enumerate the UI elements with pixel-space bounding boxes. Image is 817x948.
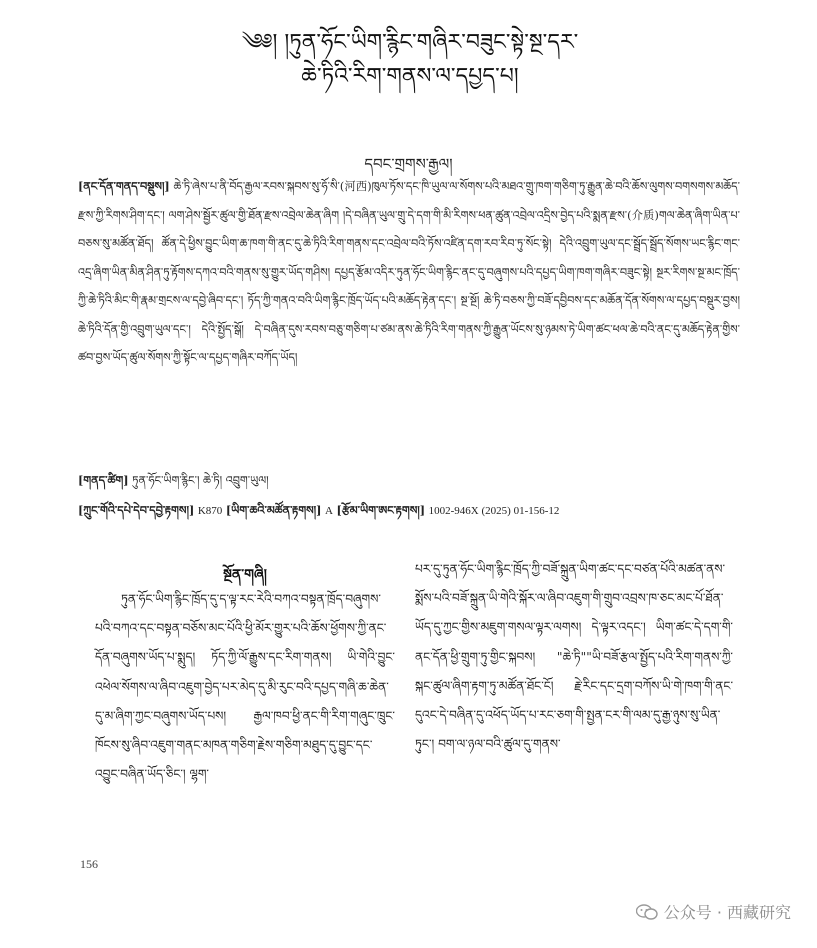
body-column-right (415, 555, 733, 759)
abstract-label: [ནང་དོན་གནད་བསྡུས།] (78, 179, 170, 193)
body-text-right: པར་དུ་ཏུན་ཧོང་ཡིག་རྙིང་ཁྲོད་ཀྱི་བཟོ་སྐྲུན་ཡིག་ཚང་དང་བཙན་པོའི་མཚན་ནས་སྨོས་པའི་བཟོ་སྐྲུན་ཡི་གེའི་སྐོར་ལ་ཞིབ་འཇུག་གི་གྲུབ་འབྲས་ཁ་ཅང་མང་པོ་ཐོན་ཡོད་དུ་ཀྱང་གྱིས་མཇུག་གསལ་ལྟར་ལགས། དེ་ལྟར་འདང་། ཡིག་ཚང་དེ་དག་གི་ནང་དོན་ཕྱི་གྲུག་ཏུ་གྱིང་སྐབས། "ཆེ་ཏི""ཡི་བཟོ་རྩལ་སྤྱོད་པའི་རིག་གནས་ཀྱི་སྐང་ཚུལ་ཞིག་རྟག་ཏུ་མཚོན་ཐོང་ངོ། རྗེ་རིང་དང་དྲག་བཀོས་ཡི་གེ་ཁག་གི་ནང་དུའང་དེ་བཞིན་དུ་འཕོད་ཡོད་པ་རང་ཅག་གི་སྤྱན་ངར་གི་ལམ་དུ་རྒྱ་ཉུས་སུ་ཡིན་ཏུང་། བག་ལ་ཉལ་བའི་ཚུལ་དུ་གནས་ (415, 562, 733, 752)
article-number: 1002-946X (2025) 01-156-12 (428, 505, 560, 517)
document-code-label: [ཡིག་ཆའི་མཚོན་རྟགས།] (225, 503, 322, 517)
wechat-icon (636, 904, 658, 920)
article-title-line-2: ཆེ་ཏིའི་རིག་གནས་ལ་དཔྱད་པ། (301, 64, 519, 89)
abstract-text: ཆེ་ཏི་ཞེས་པ་ནི་བོད་རྒྱལ་རབས་སྐབས་སུ་ཧོ་སི་(河西)ཁུལ་ཏོས་དང་ཁི་ཡུལ་ལ་སོགས་པའི་མཐའ་གྲུ་ཁག་གཅིག་ཏུ་རྒྱུན་ཆེ་བའི་ཆོས་ལུགས་བགསགས་མཆོད་རྫས་ཀྱི་རིགས་ཤིག་དང་། ལག་ཤེས་སྦྱོར་ཚུལ་གྱི་ཐོན་རྫས་འབྲེལ་ཆེན་ཞིག །དེ་བཞིན་ཡུལ་གྲུ་དེ་དག་གི་མི་རིགས་ཕན་ཚུན་འབྲེལ་འདྲིས་བྱེད་པའི་སྨན་རྫས་(介质)གལ་ཆེན་ཞིག་ཡིན་པ་བཅས་སུ་མཚོན་ཐོད། ཚོན་དེ་ཕྱིས་བྱུང་ཡིག་ཆ་ཁག་གི་ནང་དུ་ཆེ་ཏིའི་རིག་གནས་དང་འབྲེལ་བའི་ཏོས་འཛིན་དག་རབ་རིབ་ཏུ་སོང་སྟེ། དེའི་འབྲུག་ཡུལ་དང་སྦྲོད་སྦྲོད་སོགས་ཡང་རྙིང་གང་འདྲ་ཞིག་ཡིན་མིན་ཤིན་ཏུ་རྟོགས་དཀའ་བའི་གནས་སུ་གྱུར་ཡོད་གཤིས། དཔྱད་རྩོམ་འདིར་ཏུན་ཧོང་ཡིག་རྙིང་ནང་དུ་བཞུགས་པའི་དཔྱད་ཡིག་ཁག་གཞིར་བཟུང་སྟེ། སྔར་རིགས་སྔ་མང་ཁྲོད་ཀྱི་ཆེ་ཏིའི་མིང་གི་རྣམ་གྲངས་ལ་དབྱེ་ཞིབ་དང་། ཏོད་ཀྱི་གནའ་བའི་ཡིག་རྙིང་ཁྲོད་ཡོད་པའི་མཆོད་རྟེན་དང་། སྔ་སྔོ། ཆེ་ཏི་བཅས་ཀྱི་བཟོ་དབྱིབས་དང་མཆོན་དོན་སོགས་ལ་དཔྱད་བསྡུར་བྱས། ཆེ་ཏིའི་དོན་གྱི་འབྲུག་ཡུལ་དང་། དེའི་སྤྱོད་སྒོ། དེ་བཞིན་དུས་རབས་བཅུ་གཅིག་པ་ཙམ་ནས་ཆེ་ཏིའི་རིག་གནས་ཀྱི་རྒྱུན་ཡོངས་སུ་ཉམས་ཏེ་ཡིག་ཚང་ཕལ་ཆེ་བའི་ནང་དུ་མཆོད་རྟེན་གྱིས་ཚབ་བྱས་ཡོད་ཚུལ་སོགས་ཀྱི་སྟོང་ལ་དཔྱད་གཞིར་བཀོད་ཡོད། (78, 180, 740, 364)
keywords-line (78, 470, 740, 491)
watermark (636, 900, 791, 923)
author-name: དབང་གྲགས་རྒྱལ། (364, 155, 453, 173)
keywords-label: [གནད་ཚིག] (78, 473, 129, 487)
classification-number: K870 (197, 505, 223, 517)
body-column-left (95, 555, 395, 789)
keywords-text: ཏུན་ཧོང་ཡིག་རྙིང་། ཆེ་ཏི། འབྲུག་ཡུལ། (132, 474, 269, 487)
article-number-label: [རྩོམ་ཡིག་ཨང་རྟགས།] (336, 503, 426, 517)
article-title-line-1: ༄༅། །ཏུན་ཧོང་ཡིག་རྙིང་གཞིར་བཟུང་སྟེ་སྔ་དར་ (241, 30, 579, 55)
page-number: 156 (80, 857, 98, 871)
section-heading: སྔོན་གཞི། (223, 567, 267, 583)
classification-label: [ཀྲུང་གོའི་དཔེ་དེབ་དབྱེ་རྟགས།] (78, 503, 195, 517)
body-text-left: ཏུན་ཧོང་ཡིག་རྙིང་ཁྲོད་དུ་ད་ལྟ་རང་རེའི་བཀའ་བསྟན་ཁྲོད་བཞུགས་པའི་བཀའ་དང་བསྟན་བཅོས་མང་པོའི་ཕྱི་མོར་གྱུར་པའི་ཆོས་ཕྱོགས་ཀྱི་ནང་དོན་བཞུགས་ཡོད་པ་སྨུད། ཏོད་ཀྱི་ལོ་རྒྱུས་དང་རིག་གནས། ཡི་གེའི་བྱུང་འཕེལ་སོགས་ལ་ཞིབ་འཇུག་བྱེད་པར་མེད་དུ་མི་རུང་བའི་དཔྱད་གཞི་ཆ་ཆེན་དུ་མ་ཞིག་ཀྱང་བཞུགས་ཡོད་པས། རྒྱལ་ཁབ་ཕྱི་ནང་གི་རིག་གཞུང་ཁྲུང་ཁོངས་སུ་ཞིབ་འཇུག་གནང་མཁན་གཅིག་རྗེས་གཅིག་མཐུད་དུ་བྱུང་དང་འབྱུང་བཞིན་ཡོད་ཅིང་། ལྷག་ (95, 592, 395, 782)
abstract (78, 172, 740, 373)
classification-line (78, 500, 740, 521)
watermark-text: 公众号 · 西藏研究 (663, 903, 791, 922)
document-code: A (325, 505, 333, 517)
